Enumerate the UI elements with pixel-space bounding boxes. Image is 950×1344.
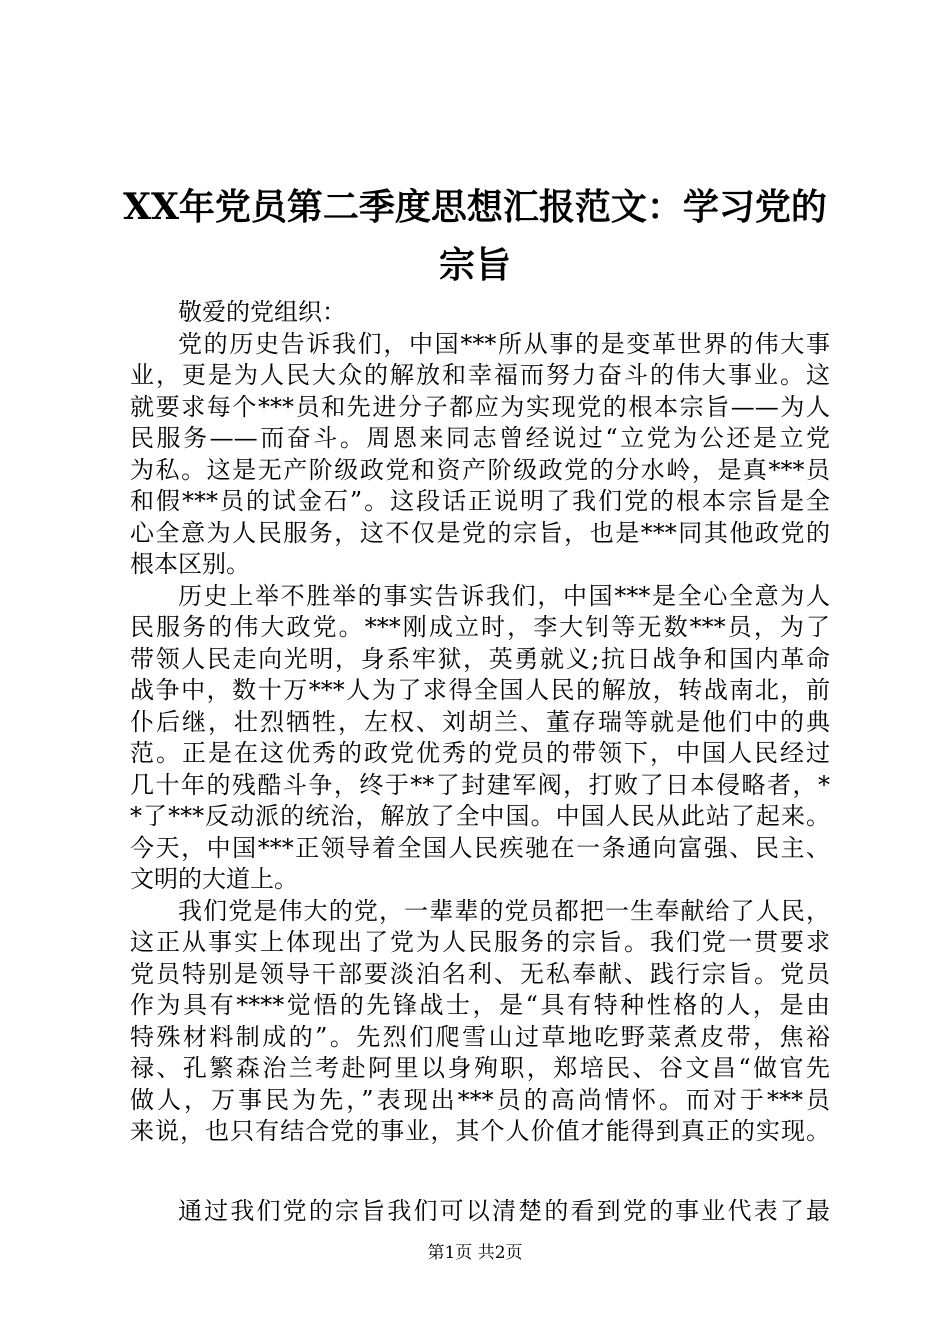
document-title-line-2: 宗旨 <box>438 244 511 286</box>
paragraph-1-line: 为私。这是无产阶级政党和资产阶级政党的分水岭，是真***员 <box>130 455 830 484</box>
document-title-line-1: XX年党员第二季度思想汇报范文：学习党的 <box>123 186 827 228</box>
paragraph-2-line: 仆后继，壮烈牺牲，左权、刘胡兰、董存瑞等就是他们中的典 <box>130 707 830 736</box>
paragraph-3-line: 这正从事实上体现出了党为人民服务的宗旨。我们党一贯要求 <box>130 928 830 956</box>
paragraph-2-line: 历史上举不胜举的事实告诉我们，中国***是全心全意为人 <box>178 581 830 610</box>
paragraph-gap <box>130 1148 830 1196</box>
paragraph-1-line: 民服务——而奋斗。周恩来同志曾经说过“立党为公还是立党 <box>130 424 830 452</box>
paragraph-2-line: *了***反动派的统治，解放了全中国。中国人民从此站了起来。 <box>130 802 830 830</box>
paragraph-1-line: 和假***员的试金石”。这段话正说明了我们党的根本宗旨是全 <box>130 487 830 515</box>
paragraph-3-line: 做人，万事民为先，”表现出***员的高尚情怀。而对于***员 <box>130 1085 830 1114</box>
paragraph-1-line: 就要求每个***员和先进分子都应为实现党的根本宗旨——为人 <box>130 392 830 421</box>
paragraph-2-line: 范。正是在这优秀的政党优秀的党员的带领下，中国人民经过 <box>130 739 830 767</box>
page-footer: 第1页 共2页 <box>427 1243 523 1263</box>
paragraph-1-line: 心全意为人民服务，这不仅是党的宗旨，也是***同其他政党的 <box>130 518 830 547</box>
paragraph-3-line: 特殊材料制成的”。先烈们爬雪山过草地吃野菜煮皮带，焦裕 <box>130 1022 830 1051</box>
paragraph-3-line: 作为具有****觉悟的先锋战士，是“具有特种性格的人，是由 <box>130 991 830 1019</box>
paragraph-3-line: 我们党是伟大的党，一辈辈的党员都把一生奉献给了人民， <box>178 896 830 925</box>
paragraph-2-line: 几十年的残酷斗争，终于**了封建军阀，打败了日本侵略者，* <box>130 770 830 799</box>
paragraph-2-line: 带领人民走向光明，身系牢狱，英勇就义;抗日战争和国内革命 <box>130 644 830 673</box>
paragraph-1-line: 根本区别。 <box>130 550 250 578</box>
paragraph-3-line: 来说，也只有结合党的事业，其个人价值才能得到真正的实现。 <box>130 1117 830 1145</box>
paragraph-4-line: 通过我们党的宗旨我们可以清楚的看到党的事业代表了最 <box>178 1196 830 1225</box>
paragraph-2-line: 文明的大道上。 <box>130 865 298 893</box>
greeting: 敬爱的党组织： <box>178 298 346 326</box>
document-body <box>130 297 830 1227</box>
paragraph-2-line: 战争中，数十万***人为了求得全国人民的解放，转战南北，前 <box>130 676 830 704</box>
paragraph-3-line: 党员特别是领导干部要淡泊名利、无私奉献、践行宗旨。党员 <box>130 959 830 988</box>
paragraph-2-line: 今天，中国***正领导着全国人民疾驰在一条通向富强、民主、 <box>130 833 830 862</box>
paragraph-1-line: 党的历史告诉我们，中国***所从事的是变革世界的伟大事 <box>178 329 830 358</box>
paragraph-2-line: 民服务的伟大政党。***刚成立时，李大钊等无数***员，为了 <box>130 613 830 641</box>
paragraph-1-line: 业，更是为人民大众的解放和幸福而努力奋斗的伟大事业。这 <box>130 361 830 389</box>
paragraph-3-line: 禄、孔繁森治兰考赴阿里以身殉职，郑培民、谷文昌“做官先 <box>130 1054 830 1082</box>
